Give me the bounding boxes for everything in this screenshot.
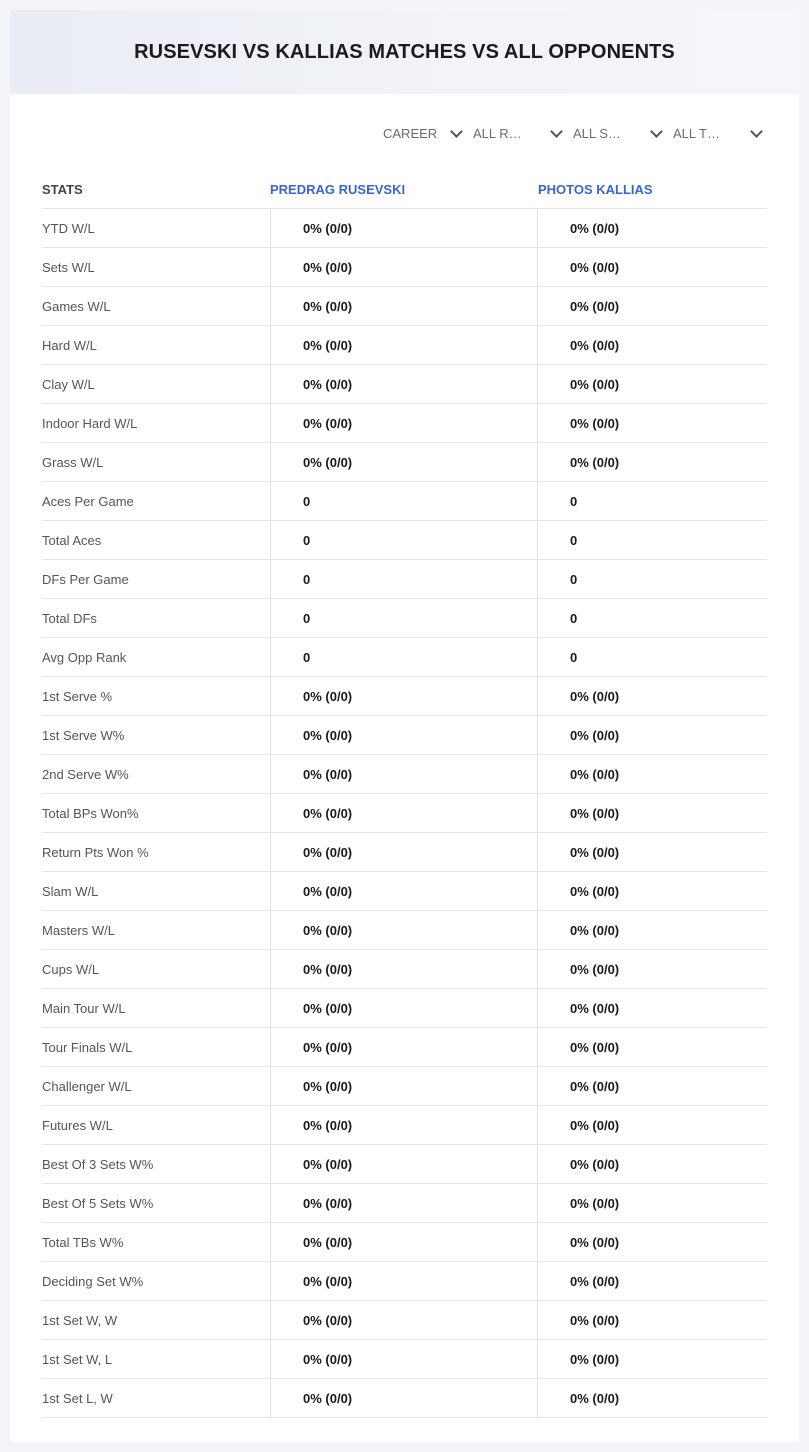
stat-label: Total DFs xyxy=(42,611,97,626)
stat-label: Slam W/L xyxy=(42,884,99,899)
player2-stat-value: 0 xyxy=(537,599,767,637)
player1-stat-value: 0% (0/0) xyxy=(270,1184,538,1222)
player2-stat-value: 0% (0/0) xyxy=(537,1106,767,1144)
player1-stat-value: 0 xyxy=(270,560,538,598)
stat-label: Masters W/L xyxy=(42,923,115,938)
table-row xyxy=(42,1066,767,1105)
stats-column-header: STATS xyxy=(42,182,83,197)
player1-stat-value: 0% (0/0) xyxy=(270,209,538,247)
table-row xyxy=(42,1378,767,1418)
player2-stat-value: 0% (0/0) xyxy=(537,833,767,871)
filter-rounds-label: ALL R… xyxy=(473,126,522,141)
table-row xyxy=(42,598,767,637)
player2-stat-value: 0% (0/0) xyxy=(537,443,767,481)
stat-label: Deciding Set W% xyxy=(42,1274,144,1289)
table-row xyxy=(42,832,767,871)
table-row xyxy=(42,1105,767,1144)
page-title: RUSEVSKI VS KALLIAS MATCHES VS ALL OPPONENTS xyxy=(134,40,675,63)
player2-stat-value: 0% (0/0) xyxy=(537,1145,767,1183)
player2-stat-value: 0% (0/0) xyxy=(537,1379,767,1417)
stat-label: Games W/L xyxy=(42,299,111,314)
table-row xyxy=(42,676,767,715)
player1-stat-value: 0% (0/0) xyxy=(270,404,538,442)
player1-stat-value: 0% (0/0) xyxy=(270,1145,538,1183)
player2-stat-value: 0% (0/0) xyxy=(537,1262,767,1300)
player1-stat-value: 0% (0/0) xyxy=(270,1379,538,1417)
table-row xyxy=(42,793,767,832)
filter-period-label: CAREER xyxy=(383,126,438,141)
chevron-down-icon xyxy=(450,125,463,138)
stat-label: Return Pts Won % xyxy=(42,845,149,860)
table-row xyxy=(42,1183,767,1222)
player2-stat-value: 0% (0/0) xyxy=(537,1184,767,1222)
stat-label: 1st Set L, W xyxy=(42,1391,113,1406)
stat-label: Hard W/L xyxy=(42,338,97,353)
stat-label: Aces Per Game xyxy=(42,494,134,509)
filter-surface-select[interactable] xyxy=(567,126,667,141)
player1-stat-value: 0% (0/0) xyxy=(270,872,538,910)
stat-label: Total BPs Won% xyxy=(42,806,139,821)
table-row xyxy=(42,1144,767,1183)
player2-stat-value: 0% (0/0) xyxy=(537,716,767,754)
player2-stat-value: 0% (0/0) xyxy=(537,755,767,793)
stat-label: Total TBs W% xyxy=(42,1235,124,1250)
table-row xyxy=(42,520,767,559)
table-row xyxy=(42,871,767,910)
player2-stat-value: 0% (0/0) xyxy=(537,794,767,832)
table-row xyxy=(42,637,767,676)
player1-stat-value: 0% (0/0) xyxy=(270,950,538,988)
stat-label: DFs Per Game xyxy=(42,572,129,587)
card-header xyxy=(10,10,799,94)
stat-label: Best Of 3 Sets W% xyxy=(42,1157,154,1172)
stat-label: 1st Set W, L xyxy=(42,1352,113,1367)
filter-bar xyxy=(377,126,767,141)
table-row xyxy=(42,559,767,598)
table-row xyxy=(42,715,767,754)
player2-stat-value: 0% (0/0) xyxy=(537,1301,767,1339)
player1-link[interactable]: PREDRAG RUSEVSKI xyxy=(270,182,406,197)
stat-label: Tour Finals W/L xyxy=(42,1040,133,1055)
stats-card xyxy=(10,10,799,1442)
stat-label: YTD W/L xyxy=(42,221,95,236)
player2-stat-value: 0% (0/0) xyxy=(537,365,767,403)
player2-stat-value: 0% (0/0) xyxy=(537,1067,767,1105)
player2-stat-value: 0% (0/0) xyxy=(537,950,767,988)
table-row xyxy=(42,949,767,988)
player1-stat-value: 0% (0/0) xyxy=(270,1262,538,1300)
table-row xyxy=(42,325,767,364)
stat-label: Best Of 5 Sets W% xyxy=(42,1196,154,1211)
player1-stat-value: 0% (0/0) xyxy=(270,365,538,403)
player1-stat-value: 0% (0/0) xyxy=(270,1067,538,1105)
stat-label: Clay W/L xyxy=(42,377,95,392)
player2-stat-value: 0 xyxy=(537,521,767,559)
filter-tour-label: ALL T… xyxy=(673,126,720,141)
player1-stat-value: 0% (0/0) xyxy=(270,248,538,286)
table-row xyxy=(42,1339,767,1378)
table-row xyxy=(42,481,767,520)
table-row xyxy=(42,1222,767,1261)
player2-stat-value: 0 xyxy=(537,638,767,676)
table-row xyxy=(42,910,767,949)
player1-stat-value: 0% (0/0) xyxy=(270,677,538,715)
table-row xyxy=(42,754,767,793)
filter-period-select[interactable] xyxy=(377,126,467,141)
filter-tour-select[interactable] xyxy=(667,126,767,141)
stat-label: 1st Serve W% xyxy=(42,728,125,743)
player1-stat-value: 0% (0/0) xyxy=(270,1106,538,1144)
player1-stat-value: 0% (0/0) xyxy=(270,755,538,793)
table-row xyxy=(42,1027,767,1066)
chevron-down-icon xyxy=(650,125,663,138)
stat-label: Indoor Hard W/L xyxy=(42,416,138,431)
player1-stat-value: 0% (0/0) xyxy=(270,1028,538,1066)
chevron-down-icon xyxy=(550,125,563,138)
player2-stat-value: 0% (0/0) xyxy=(537,677,767,715)
stat-label: Avg Opp Rank xyxy=(42,650,127,665)
player2-stat-value: 0% (0/0) xyxy=(537,1340,767,1378)
player1-stat-value: 0% (0/0) xyxy=(270,794,538,832)
player1-stat-value: 0% (0/0) xyxy=(270,989,538,1027)
player1-stat-value: 0% (0/0) xyxy=(270,1301,538,1339)
stat-label: 2nd Serve W% xyxy=(42,767,129,782)
player2-stat-value: 0% (0/0) xyxy=(537,326,767,364)
player2-stat-value: 0% (0/0) xyxy=(537,1028,767,1066)
player2-stat-value: 0% (0/0) xyxy=(537,911,767,949)
player2-stat-value: 0 xyxy=(537,560,767,598)
chevron-down-icon xyxy=(750,125,763,138)
player1-stat-value: 0% (0/0) xyxy=(270,1223,538,1261)
stat-label: Grass W/L xyxy=(42,455,104,470)
table-row xyxy=(42,208,767,247)
stat-label: 1st Set W, W xyxy=(42,1313,118,1328)
table-row xyxy=(42,442,767,481)
filter-surface-label: ALL S… xyxy=(573,126,621,141)
table-row xyxy=(42,247,767,286)
stat-label: Challenger W/L xyxy=(42,1079,132,1094)
player1-stat-value: 0% (0/0) xyxy=(270,326,538,364)
player2-stat-value: 0% (0/0) xyxy=(537,872,767,910)
player1-stat-value: 0 xyxy=(270,638,538,676)
player1-stat-value: 0% (0/0) xyxy=(270,833,538,871)
filter-rounds-select[interactable] xyxy=(467,126,567,141)
table-row xyxy=(42,286,767,325)
stats-table-header xyxy=(42,172,767,208)
table-row xyxy=(42,1261,767,1300)
stat-label: Cups W/L xyxy=(42,962,100,977)
player1-stat-value: 0% (0/0) xyxy=(270,716,538,754)
player1-stat-value: 0% (0/0) xyxy=(270,287,538,325)
player2-stat-value: 0% (0/0) xyxy=(537,1223,767,1261)
stat-label: 1st Serve % xyxy=(42,689,113,704)
player2-stat-value: 0% (0/0) xyxy=(537,287,767,325)
player2-stat-value: 0% (0/0) xyxy=(537,989,767,1027)
stat-label: Total Aces xyxy=(42,533,102,548)
table-row xyxy=(42,988,767,1027)
player2-stat-value: 0% (0/0) xyxy=(537,209,767,247)
player1-stat-value: 0 xyxy=(270,599,538,637)
stat-label: Futures W/L xyxy=(42,1118,113,1133)
player1-stat-value: 0 xyxy=(270,521,538,559)
stat-label: Main Tour W/L xyxy=(42,1001,126,1016)
stat-label: Sets W/L xyxy=(42,260,95,275)
table-row xyxy=(42,364,767,403)
player2-link[interactable]: PHOTOS KALLIAS xyxy=(538,182,653,197)
player2-stat-value: 0% (0/0) xyxy=(537,248,767,286)
player1-stat-value: 0% (0/0) xyxy=(270,1340,538,1378)
player1-stat-value: 0% (0/0) xyxy=(270,443,538,481)
player2-stat-value: 0% (0/0) xyxy=(537,404,767,442)
player1-stat-value: 0% (0/0) xyxy=(270,911,538,949)
player1-stat-value: 0 xyxy=(270,482,538,520)
table-row xyxy=(42,403,767,442)
table-row xyxy=(42,1300,767,1339)
stats-table-body xyxy=(42,208,767,1418)
player2-stat-value: 0 xyxy=(537,482,767,520)
